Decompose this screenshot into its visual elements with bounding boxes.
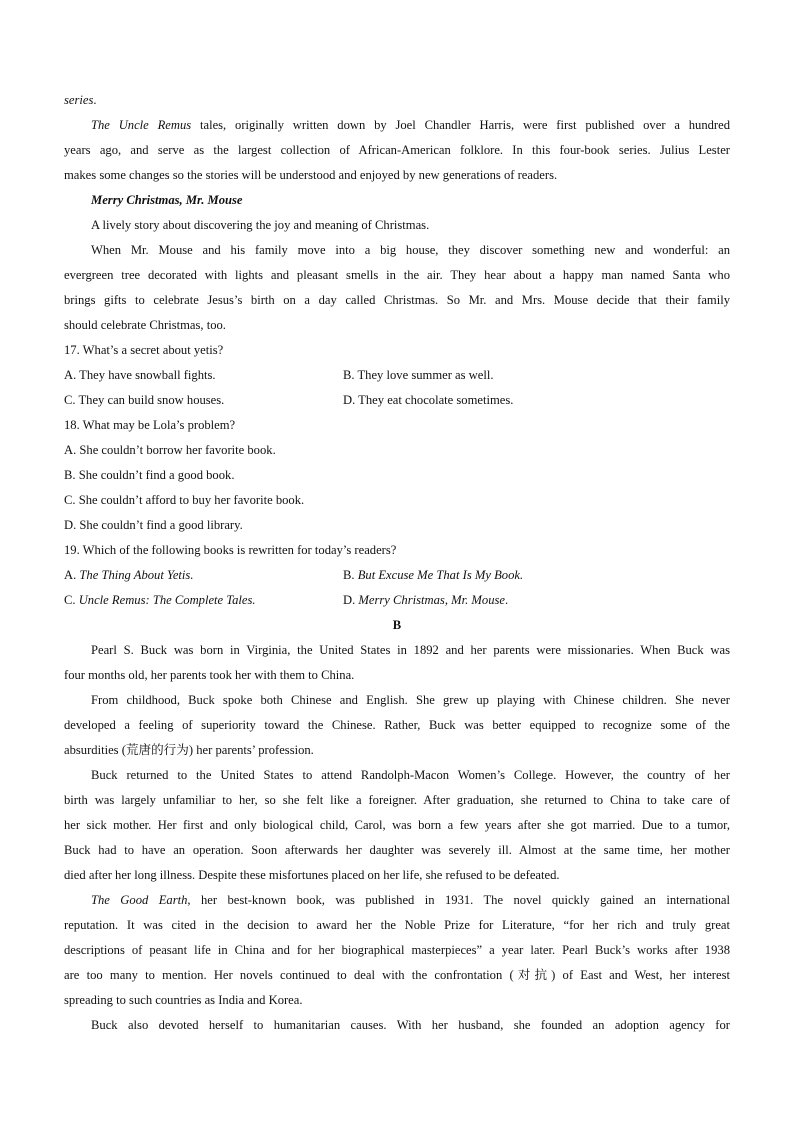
text-line — [91, 892, 730, 908]
option-18c: C. She couldn’t afford to buy her favorite book. — [64, 493, 305, 507]
text-line: her sick mother. Her first and only biological child, Carol, was born a few years after she got married. Due to a tumor, — [64, 818, 730, 832]
option-19b — [343, 567, 723, 583]
text-line: should celebrate Christmas, too. — [64, 318, 226, 332]
option-18d: D. She couldn’t find a good library. — [64, 518, 243, 532]
text-line: years ago, and serve as the largest collection of African-American folklore. In this four-book series. Julius Lester — [64, 143, 730, 157]
option-17b: B. They love summer as well. — [343, 368, 494, 382]
text-line: Pearl S. Buck was born in Virginia, the United States in 1892 and her parents were missionaries. When Buck was — [91, 643, 730, 657]
option-letter: A. — [64, 568, 80, 582]
text-line: are too many to mention. Her novels continued to deal with the confrontation (对抗) of East and West, her interest — [64, 968, 730, 982]
text-span: . — [504, 593, 509, 607]
italic-text: series — [64, 93, 94, 107]
book-title: The Good Earth — [91, 893, 188, 907]
text-line: A lively story about discovering the joy and meaning of Christmas. — [91, 218, 430, 232]
option-letter: D. — [343, 593, 359, 607]
text-line: absurdities (荒唐的行为) her parents’ profession. — [64, 743, 314, 757]
option-17a: A. They have snowball fights. — [64, 368, 216, 382]
book-title: Uncle Remus: The Complete Tales. — [78, 593, 256, 607]
option-18a: A. She couldn’t borrow her favorite book. — [64, 443, 276, 457]
option-letter: C. — [64, 593, 79, 607]
book-title: But Excuse Me That Is My Book. — [357, 568, 524, 582]
text-line: descriptions of peasant life in China and for her biographical masterpieces” a year later. Pearl Buck’s works after 1938 — [64, 943, 730, 957]
option-17d: D. They eat chocolate sometimes. — [343, 393, 514, 407]
text-line — [91, 117, 730, 133]
text-span: . — [93, 93, 97, 107]
text-line: reputation. It was cited in the decision to award her the Noble Prize for Literature, “for her rich and truly great — [64, 918, 730, 932]
text-line: Buck had to have an operation. Soon afterwards her daughter was severely ill. Almost at the same time, her mother — [64, 843, 730, 857]
text-line: evergreen tree decorated with lights and pleasant smells in the air. They hear about a happy man named Santa who — [64, 268, 730, 282]
text-line: died after her long illness. Despite these misfortunes placed on her life, she refused to be defeated. — [64, 868, 560, 882]
question-18: 18. What may be Lola’s problem? — [64, 418, 236, 432]
book-title: Merry Christmas, Mr. Mouse — [358, 593, 505, 607]
book-title: The Thing About Yetis. — [79, 568, 194, 582]
text-line: makes some changes so the stories will be understood and enjoyed by new generations of readers. — [64, 168, 558, 182]
text-line: four months old, her parents took her with them to China. — [64, 668, 355, 682]
text-line: brings gifts to celebrate Jesus’s birth on a day called Christmas. So Mr. and Mrs. Mouse decide that their family — [64, 293, 730, 307]
book-heading: Merry Christmas, Mr. Mouse — [91, 193, 243, 207]
text-line: spreading to such countries as India and Korea. — [64, 993, 303, 1007]
option-letter: B. — [343, 568, 358, 582]
text-span: tales, originally written down by Joel Chandler Harris, were first published over a hundred — [191, 118, 730, 132]
text-line: When Mr. Mouse and his family move into a big house, they discover something new and wonderful: an — [91, 243, 730, 257]
text-line — [64, 92, 730, 108]
question-19: 19. Which of the following books is rewritten for today’s readers? — [64, 543, 397, 557]
option-17c: C. They can build snow houses. — [64, 393, 225, 407]
text-line: developed a feeling of superiority toward the Chinese. Rather, Buck was better equipped to recognize some of the — [64, 718, 730, 732]
text-line: From childhood, Buck spoke both Chinese and English. She grew up playing with Chinese children. She never — [91, 693, 730, 707]
option-19d — [343, 592, 723, 608]
text-line: Buck also devoted herself to humanitarian causes. With her husband, she founded an adoption agency for — [91, 1018, 730, 1032]
option-18b: B. She couldn’t find a good book. — [64, 468, 235, 482]
question-17: 17. What’s a secret about yetis? — [64, 343, 224, 357]
book-title: The Uncle Remus — [91, 118, 192, 132]
section-heading-b: B — [392, 618, 402, 632]
text-line: Buck returned to the United States to attend Randolph-Macon Women’s College. However, the country of her — [91, 768, 730, 782]
text-span: , her best-known book, was published in 1931. The novel quickly gained an international — [187, 893, 730, 907]
text-line: birth was largely unfamiliar to her, so she felt like a foreigner. After graduation, she returned to China to take care of — [64, 793, 730, 807]
